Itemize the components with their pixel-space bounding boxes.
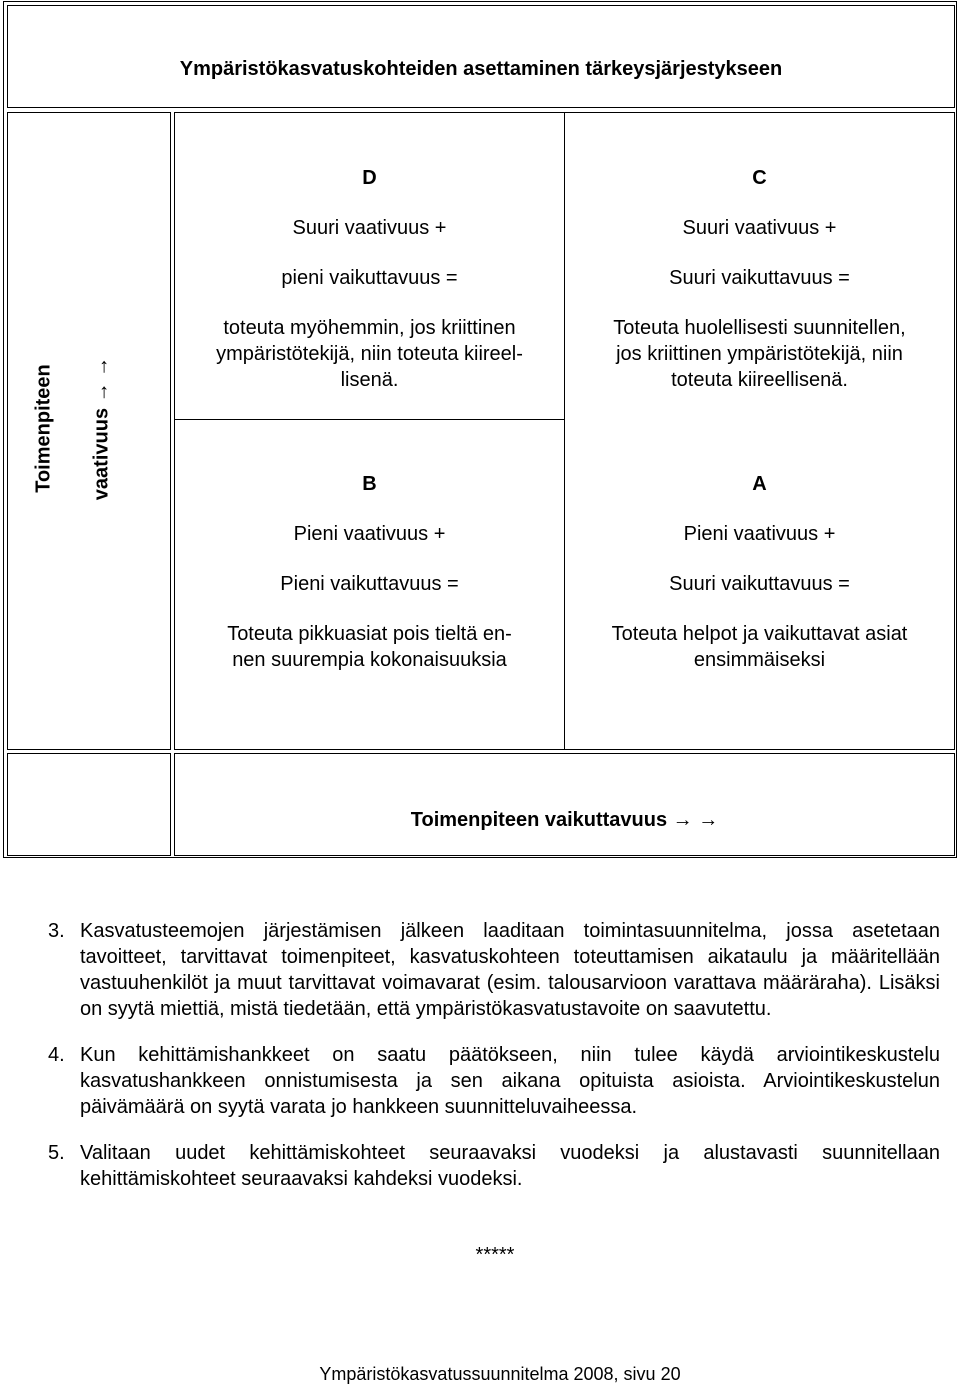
cell-a (565, 471, 954, 673)
x-axis-label: Toimenpiteen vaikuttavuus → → (410, 809, 719, 831)
page-footer: Ympäristökasvatussuunnitelma 2008, sivu 20 (319, 1364, 681, 1384)
y-axis-box (7, 112, 171, 750)
cell-d-letter: D (362, 167, 377, 189)
cell-c-line3: Toteuta huolellisesti suunnitellen, (613, 317, 906, 339)
cell-b (175, 471, 564, 673)
matrix-horizontal-divider (175, 419, 564, 420)
section-separator: ***** (475, 1244, 515, 1266)
cell-b-line3: Toteuta pikkuasiat pois tieltä en- (227, 623, 512, 645)
cell-d-line4: ympäristötekijä, niin toteuta kiireel- (216, 343, 523, 365)
priority-matrix-frame (3, 1, 957, 858)
list-item (48, 918, 940, 1022)
list-item-number: 3. (48, 920, 65, 942)
title-box (7, 5, 955, 108)
cell-c-line4: jos kriittinen ympäristötekijä, niin (616, 343, 903, 365)
cell-b-line1: Pieni vaativuus + (293, 523, 446, 545)
cell-b-line4: nen suurempia kokonaisuuksia (232, 649, 507, 671)
numbered-list (48, 918, 940, 1212)
corner-box (7, 753, 171, 856)
cell-a-line1: Pieni vaativuus + (683, 523, 836, 545)
matrix-grid (174, 112, 955, 750)
cell-a-letter: A (752, 473, 767, 495)
cell-d-line3: toteuta myöhemmin, jos kriittinen (223, 317, 516, 339)
cell-a-line2: Suuri vaikuttavuus = (669, 573, 850, 595)
cell-c-line5: toteuta kiireellisenä. (671, 369, 848, 391)
cell-c (565, 165, 954, 393)
cell-c-letter: C (752, 167, 767, 189)
x-axis-box (174, 753, 955, 856)
list-item (48, 1140, 940, 1192)
list-item-text: Kasvatusteemojen järjestämisen jälkeen laaditaan toimintasuunnitelma, jossa asetetaan tavoitteet, tarvittavat toimenpiteet, kasvatuskohteen toteuttamisen aikataulu ja määritellään vastuuhenkilöt ja muut tarvittavat voimavarat (esim. talousarvioon varattava määräraha). Lisäksi on syytä miettiä, mistä tiedetään, että ympäristökasvatustavoite on saavutettu. (80, 920, 940, 1020)
list-item (48, 1042, 940, 1120)
cell-d (175, 165, 564, 393)
list-item-text: Kun kehittämishankkeet on saatu päätökseen, niin tulee käydä arviointikeskustelu kasvatushankkeen onnistumisesta ja sen aikana opituista asioista. Arviointikeskustelun päivämäärä on syytä varata jo hankkeen suunnitteluvaiheessa. (80, 1044, 940, 1118)
matrix-title: Ympäristökasvatuskohteiden asettaminen tärkeysjärjestykseen (179, 58, 783, 80)
y-axis-label-line1: Toimenpiteen (32, 364, 55, 493)
cell-c-line1: Suuri vaativuus + (682, 217, 837, 239)
list-item-number: 5. (48, 1142, 65, 1164)
cell-b-letter: B (362, 473, 377, 495)
cell-d-line2: pieni vaikuttavuus = (281, 267, 458, 289)
list-item-number: 4. (48, 1044, 65, 1066)
list-item-text: Valitaan uudet kehittämiskohteet seuraavaksi vuodeksi ja alustavasti suunnitellaan kehittämiskohteet seuraavaksi kahdeksi vuodeksi. (80, 1142, 940, 1190)
cell-d-line5: lisenä. (340, 369, 399, 391)
y-axis-label-line2: vaativuus → → (90, 356, 113, 501)
cell-a-line3: Toteuta helpot ja vaikuttavat asiat (611, 623, 908, 645)
cell-d-line1: Suuri vaativuus + (292, 217, 447, 239)
cell-a-line4: ensimmäiseksi (693, 649, 826, 671)
cell-c-line2: Suuri vaikuttavuus = (669, 267, 850, 289)
cell-b-line2: Pieni vaikuttavuus = (280, 573, 459, 595)
